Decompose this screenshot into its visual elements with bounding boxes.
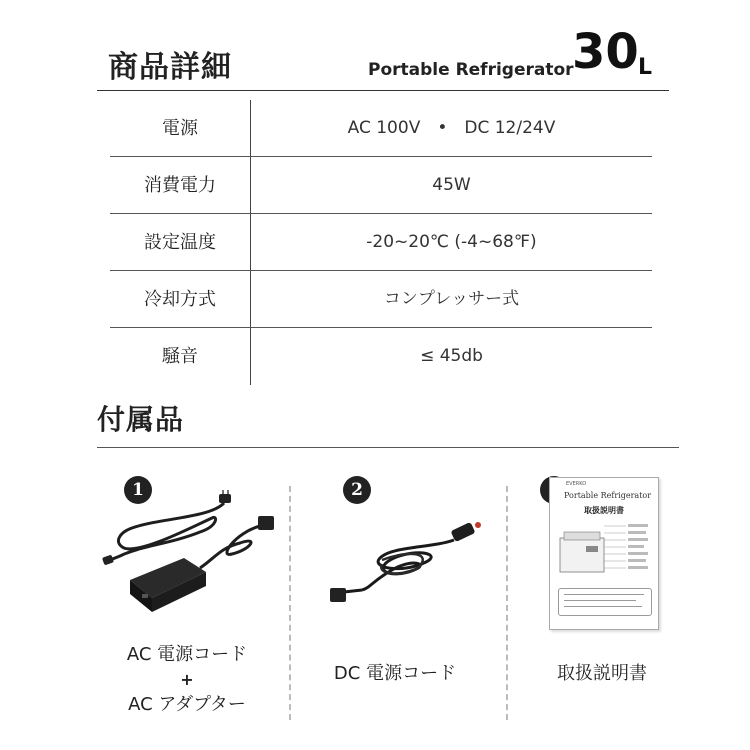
spec-row-consumption	[110, 157, 652, 214]
spec-label: 電源	[162, 118, 198, 139]
spec-value: AC 100V • DC 12/24V	[347, 118, 556, 138]
accessories-divider	[97, 447, 679, 448]
instruction-manual-icon	[549, 477, 659, 630]
spec-value: コンプレッサー式	[383, 289, 520, 309]
manual-text-line	[564, 594, 644, 595]
column-separator	[289, 486, 291, 720]
product-subtitle: Portable Refrigerator	[368, 60, 574, 80]
manual-text-line	[564, 606, 642, 607]
header-divider	[97, 90, 669, 91]
spec-value: -20~20℃ (-4~68℉)	[366, 232, 537, 252]
spec-label: 騒音	[162, 346, 198, 367]
manual-text-line	[564, 600, 636, 601]
accessories-title: 付属品	[97, 403, 185, 436]
manual-subtitle: 取扱説明書	[584, 506, 624, 515]
spec-row-temperature	[110, 214, 652, 271]
item-caption: 取扱説明書	[557, 663, 647, 684]
page-title: 商品詳細	[108, 50, 232, 85]
spec-value: 45W	[432, 175, 471, 195]
capacity-number: 30	[572, 24, 639, 80]
item-caption: DC 電源コード	[333, 663, 457, 684]
caption-line: AC 電源コード	[126, 644, 248, 665]
capacity-unit: L	[638, 55, 653, 80]
spec-row-power	[110, 100, 652, 157]
item-number-badge: 1	[124, 476, 152, 504]
caption-plus: +	[180, 670, 194, 689]
manual-notice-box	[558, 588, 652, 616]
spec-row-cooling	[110, 271, 652, 328]
spec-row-noise	[110, 328, 652, 385]
manual-brand: EVERKO	[566, 481, 587, 487]
manual-illustration	[556, 520, 652, 580]
spec-value: ≤ 45db	[420, 346, 483, 366]
spec-label: 消費電力	[144, 175, 216, 196]
dc-car-cable-icon	[322, 518, 492, 618]
item-number-badge: 2	[343, 476, 371, 504]
spec-label: 設定温度	[144, 232, 216, 253]
spec-label: 冷却方式	[144, 289, 216, 310]
caption-line: AC アダプター	[128, 694, 246, 715]
item-caption	[92, 642, 282, 717]
ac-adapter-cable-icon	[100, 488, 285, 623]
manual-title: Portable Refrigerator	[564, 491, 652, 500]
